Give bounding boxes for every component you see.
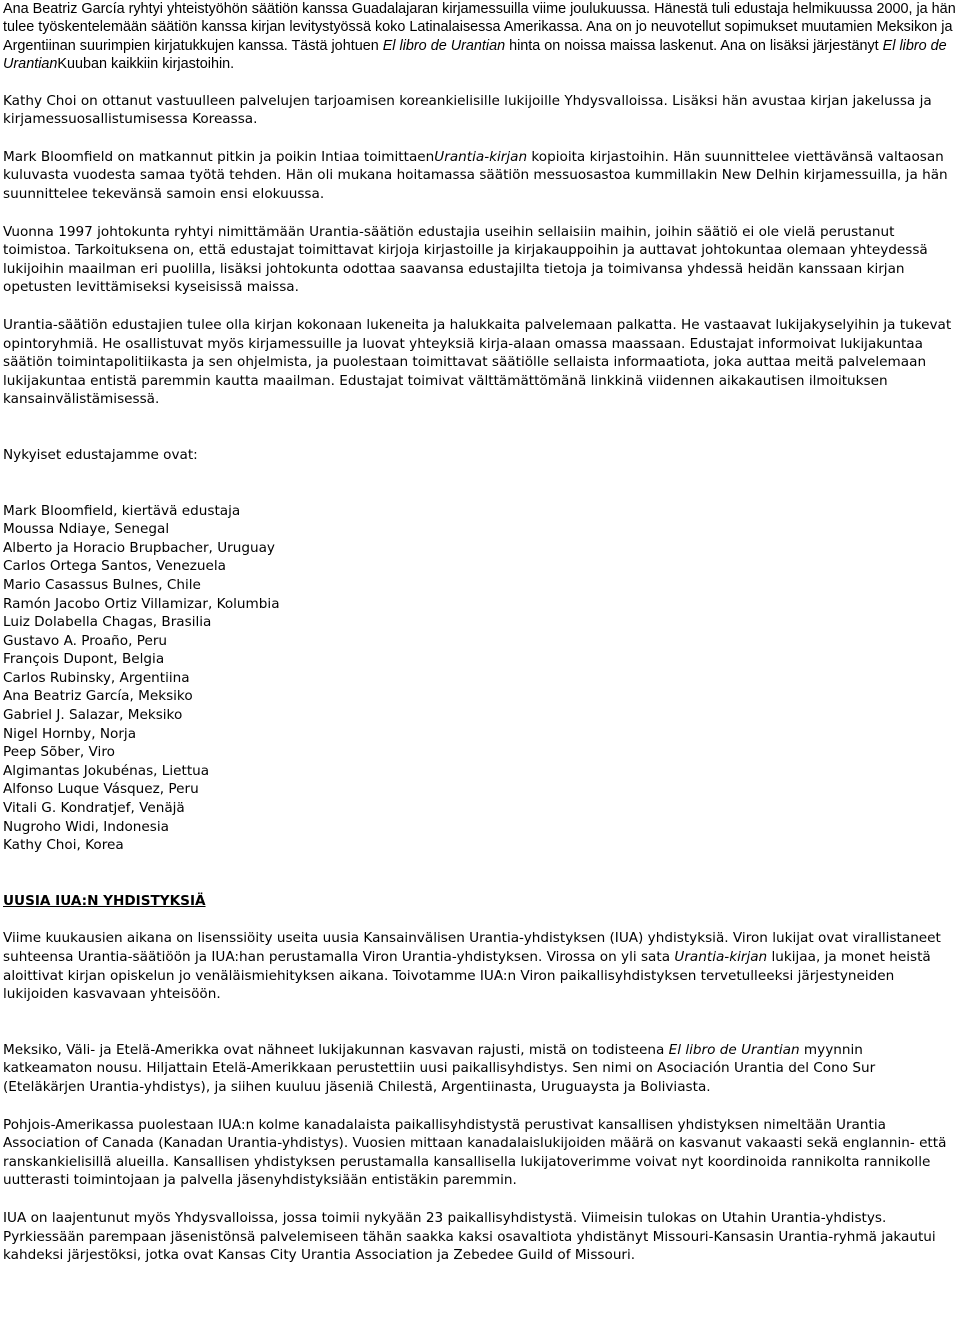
representative-item: Gustavo A. Proaño, Peru xyxy=(3,632,168,649)
representative-item: Ramón Jacobo Ortiz Villamizar, Kolumbia xyxy=(3,595,280,612)
representatives-intro: Nykyiset edustajamme ovat: xyxy=(3,446,198,463)
paragraph-representatives-1997: Vuonna 1997 johtokunta ryhtyi nimittämään Urantia-säätiön edustajia useihin sellaisiin maihin, joihin säätiö ei ole vielä perustanut toimistoa. Tarkoituksena on, että edustajat toimittavat kirjoja kirjastoille ja kirjakauppoihin ja auttavat johtokuntaa olemaan yhteydessä lukijoihin maailman eri puolilla, lisäksi johtokunta odottaa saavansa edustajilta tietoja ja toimivansa yhdessä heidän kanssaan kirjan opetusten levittämiseksi kyseisissä maissa. xyxy=(3,223,928,296)
paragraph-canada: Pohjois-Amerikassa puolestaan IUA:n kolme kanadalaista paikallisyhdistystä perustivat kansallisen yhdistyksen nimeltään Urantia Association of Canada (Kanadan Urantia-yhdistys). Vuosien mittaan kanadalaislukijoiden määrä on kasvanut vakaasti sekä englannin- että ranskankielisillä alueilla. Kansallisen yhdistyksen perustamalla kansallisella lukijatoverimme voivat nyt koordinoida rannikolta rannikolle uutterasti toimintojaan ja palvella jäsenyhdistyksiään entistäkin paremmin. xyxy=(3,1116,947,1189)
representative-item: Peep Sõber, Viro xyxy=(3,744,115,761)
representative-item: Algimantas Jokubénas, Liettua xyxy=(3,762,210,779)
representative-item: Nigel Hornby, Norja xyxy=(3,725,137,742)
representative-item: Mario Casassus Bulnes, Chile xyxy=(3,576,201,593)
representative-item: François Dupont, Belgia xyxy=(3,651,165,668)
representative-item: Alberto ja Horacio Brupbacher, Uruguay xyxy=(3,539,275,556)
paragraph-ana-garcia: Ana Beatriz García ryhtyi yhteistyöhön säätiön kanssa Guadalajaran kirjamessuilla viime joulukuussa. Hänestä tuli edustaja helmikuussa 2000, ja hän tulee työskentelemään säätiön kanssa kirjan levitystyössä koko Latinalaisessa Amerikassa. Ana on jo neuvotellut sopimukset muutamien Meksikon ja Argentiinan suurimpien kirjatukkujen kanssa. Tästä johtuen El libro de Urantian hinta on noissa maissa laskenut. Ana on lisäksi järjestänyt El libro de UrantianKuuban kaikkiin kirjastoihin. xyxy=(3,1,956,73)
representative-item: Luiz Dolabella Chagas, Brasilia xyxy=(3,614,212,631)
representative-item: Kathy Choi, Korea xyxy=(3,837,124,854)
representative-item: Alfonso Luque Vásquez, Peru xyxy=(3,781,199,798)
representative-item: Gabriel J. Salazar, Meksiko xyxy=(3,707,183,724)
representative-item: Ana Beatriz García, Meksiko xyxy=(3,688,193,705)
representative-item: Moussa Ndiaye, Senegal xyxy=(3,521,170,538)
representative-item: Nugroho Widi, Indonesia xyxy=(3,818,169,835)
paragraph-mark-bloomfield: Mark Bloomfield on matkannut pitkin ja poikin Intiaa toimittaenUrantia-kirjan kopioita kirjastoihin. Hän suunnittelee viettävänsä valtaosan kuluvasta vuodesta samaa työtä tehden. Hän oli mukana hoitamassa säätiön messuosastoa kummillakin New Delhin kirjamessuilla, ja hän suunnittelee tekevänsä samoin ensi elokuussa. xyxy=(3,148,948,202)
representatives-list xyxy=(3,502,956,855)
paragraph-kathy-choi: Kathy Choi on ottanut vastuulleen palvelujen tarjoamisen koreankielisille lukijoille Yhdysvalloissa. Lisäksi hän avustaa kirjan jakelussa ja kirjamessuosallistumisessa Koreassa. xyxy=(3,92,932,128)
representative-item: Vitali G. Kondratjef, Venäjä xyxy=(3,800,185,817)
section-heading-new-associations: UUSIA IUA:N YHDISTYKSIÄ xyxy=(3,892,206,909)
paragraph-representative-duties: Urantia-säätiön edustajien tulee olla kirjan kokonaan lukeneita ja halukkaita palvelemaan palkatta. He vastaavat lukijakyselyihin ja tukevat opintoryhmiä. He osallistuvat myös kirjamessuille ja luovat yhteyksiä kirja-alaan omassa maassaan. Edustajat informoivat lukijakuntaa säätiön toimintapolitiikasta ja sen ohjelmista, ja puolestaan toimittavat säätiölle sellaista informaatiota, joka auttaa meitä palvelemaan lukijakuntaa entistä paremmin kautta maailman. Edustajat toimivat välttämättömänä linkkinä viidennen aikakautisen ilmoituksen kansainvälistämisessä. xyxy=(3,316,952,408)
representative-item: Carlos Rubinsky, Argentiina xyxy=(3,669,190,686)
representative-item: Mark Bloomfield, kiertävä edustaja xyxy=(3,502,241,519)
representative-item: Carlos Ortega Santos, Venezuela xyxy=(3,558,226,575)
paragraph-united-states: IUA on laajentunut myös Yhdysvalloissa, jossa toimii nykyään 23 paikallisyhdistystä. Viimeisin tulokas on Utahin Urantia-yhdistys. Pyrkiessään parempaan jäsenistönsä palvelemiseen tähän saakka kaksi osavaltiota yhdistänyt Missouri-Kansasin Urantia-ryhmä jakautui kahdeksi järjestöksi, jotka ovat Kansas City Urantia Association ja Zebedee Guild of Missouri. xyxy=(3,1209,936,1264)
paragraph-latin-america: Meksiko, Väli- ja Etelä-Amerikka ovat nähneet lukijakunnan kasvavan rajusti, mistä on todisteena El libro de Urantian myynnin katkeamaton nousu. Hiljattain Etelä-Amerikkaan perustettiin uusi paikallisyhdistys. Sen nimi on Asociación Urantia del Cono Sur (Eteläkärjen Urantia-yhdistys), ja siihen kuuluu jäseniä Chilestä, Argentiinasta, Uruguaysta ja Boliviasta. xyxy=(3,1041,876,1095)
paragraph-estonia: Viime kuukausien aikana on lisenssiöity useita uusia Kansainvälisen Urantia-yhdistyksen (IUA) yhdistyksiä. Viron lukijat ovat virallistaneet suhteensa Urantia-säätiöön ja IUA:han perustamalla Viron Urantia-yhdistyksen. Virossa on yli sata Urantia-kirjan lukijaa, ja monet heistä aloittivat kirjan opiskelun jo venäläismiehityksen aikana. Toivotamme IUA:n Viron paikallisyhdistyksen tervetulleeksi järjestyneiden lukijoiden kasvavaan yhteisöön. xyxy=(3,930,941,1003)
